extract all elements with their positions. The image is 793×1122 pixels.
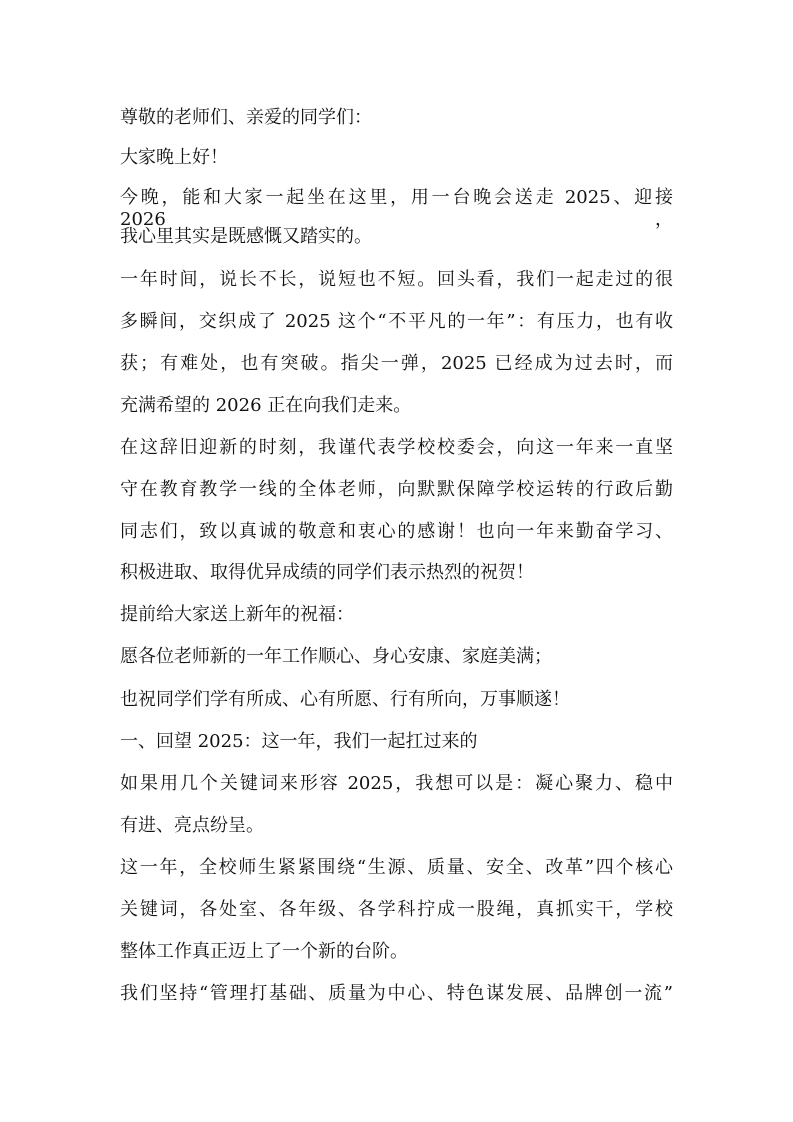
text-line: 我们坚持“管理打基础、质量为中心、特色谋发展、品牌创一流” bbox=[120, 983, 673, 1004]
text-line: 一、回望 2025：这一年，我们一起扛过来的 bbox=[120, 731, 478, 752]
text-line: 在这辞旧迎新的时刻，我谨代表学校校委会，向这一年来一直坚 bbox=[120, 437, 673, 458]
text-line: 同志们，致以真诚的敬意和衷心的感谢！也向一年来勤奋学习、 bbox=[120, 521, 673, 542]
text-line: 积极进取、取得优异成绩的同学们表示热烈的祝贺！ bbox=[120, 562, 534, 583]
text-line: 获；有难处，也有突破。指尖一弹，2025 已经成为过去时，而 bbox=[120, 353, 673, 374]
text-line: 这一年，全校师生紧紧围绕“生源、质量、安全、改革”四个核心 bbox=[120, 857, 673, 878]
text-line: 今晚，能和大家一起坐在这里，用一台晚会送走 2025、迎接 2026， bbox=[120, 187, 673, 230]
text-line: 尊敬的老师们、亲爱的同学们： bbox=[120, 107, 372, 128]
text-line: 有进、亮点纷呈。 bbox=[120, 815, 264, 836]
text-line: 愿各位老师新的一年工作顺心、身心安康、家庭美满； bbox=[120, 646, 552, 667]
text-line: 我心里其实是既感慨又踏实的。 bbox=[120, 226, 372, 247]
text-line: 一年时间，说长不长，说短也不短。回头看，我们一起走过的很 bbox=[120, 269, 673, 290]
text-line: 提前给大家送上新年的祝福： bbox=[120, 604, 354, 625]
text-line: 也祝同学们学有所成、心有所愿、行有所向，万事顺遂！ bbox=[120, 689, 570, 710]
text-line: 关键词，各处室、各年级、各学科拧成一股绳，真抓实干，学校 bbox=[120, 899, 673, 920]
text-line: 多瞬间，交织成了 2025 这个“不平凡的一年”：有压力，也有收 bbox=[120, 311, 673, 332]
text-line: 大家晚上好！ bbox=[120, 147, 228, 168]
text-line: 守在教育教学一线的全体老师，向默默保障学校运转的行政后勤 bbox=[120, 479, 673, 500]
text-line: 整体工作真正迈上了一个新的台阶。 bbox=[120, 941, 408, 962]
text-line: 如果用几个关键词来形容 2025，我想可以是：凝心聚力、稳中 bbox=[120, 773, 673, 794]
text-line: 充满希望的 2026 正在向我们走来。 bbox=[120, 395, 412, 416]
